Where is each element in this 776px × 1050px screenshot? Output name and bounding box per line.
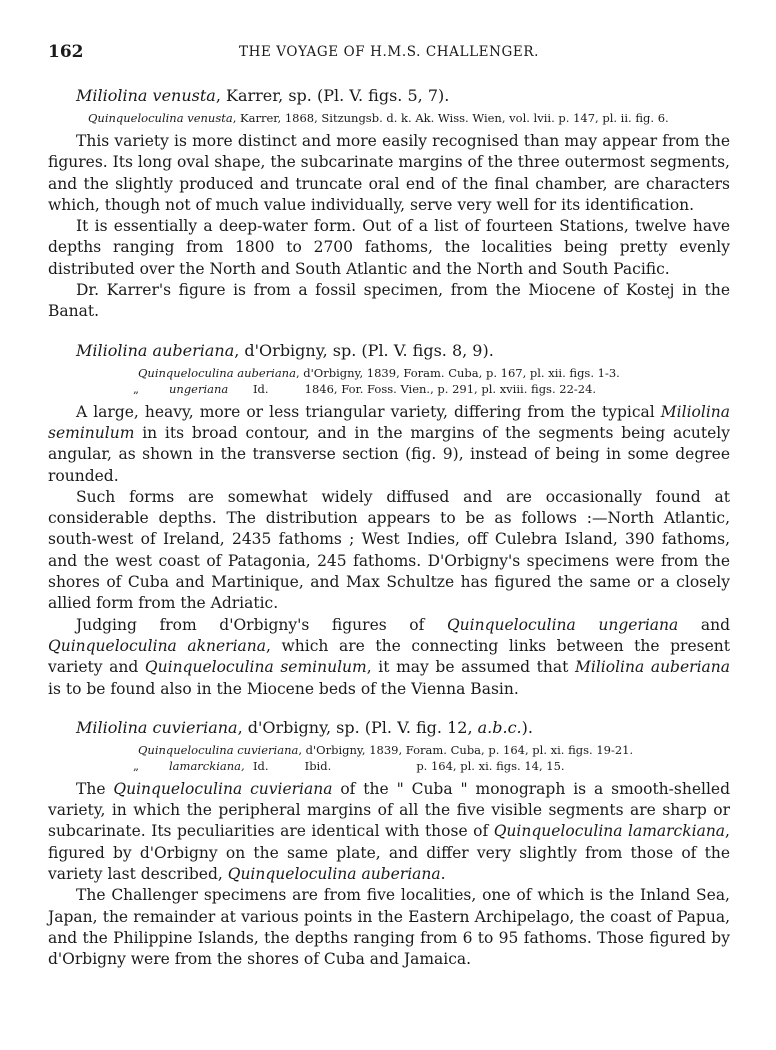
synonym-source: Ibid. xyxy=(304,758,332,773)
section-miliolina-venusta xyxy=(48,86,730,323)
synonymy-line xyxy=(88,110,730,126)
synonym-name: Quinqueloculina auberiana xyxy=(138,365,296,380)
text-run: of the " Cuba " monograph is a smooth-shelled variety, in which the peripheral margins of all the five visible segments are sharp or subcarinate. Its peculiarities are identical with those of xyxy=(48,779,731,841)
paragraph xyxy=(48,779,730,885)
species-name: Miliolina cuvieriana xyxy=(76,717,238,737)
synonym-name: lamarckiana, xyxy=(169,758,245,773)
synonymy-line xyxy=(133,381,730,397)
species-name: Miliolina venusta xyxy=(76,86,216,105)
heading-end: ). xyxy=(521,717,533,737)
synonym-name: ungeriana xyxy=(169,381,229,396)
species-name: Quinqueloculina ungeriana xyxy=(446,615,679,634)
synonym-author: Id. xyxy=(253,758,269,773)
species-name: Quinqueloculina akneriana xyxy=(48,636,266,655)
section-heading xyxy=(76,86,730,106)
species-name: Quinqueloculina seminulum xyxy=(144,658,367,677)
synonymy-line xyxy=(138,365,730,381)
text-run: , which are the connecting links between the present variety and xyxy=(48,636,730,677)
paragraph: Such forms are somewhat widely diffused and are occasionally found at considerable depths. The distribution appears to be as follows :—North Atlantic, south-west of Ireland, 2435 fathoms ; West Indies, off Culebra Island, 390 fathoms, and the west coast of Patagonia, 245 fathoms. D'Orbigny's specimens were from the shores of Cuba and Martinique, and Max Schultze has figured the same or a closely allied form from the Adriatic. xyxy=(48,487,730,613)
ditto-mark: „ xyxy=(133,381,139,396)
text-run: , it may be assumed that xyxy=(366,658,575,677)
section-miliolina-auberiana xyxy=(48,341,730,700)
text-run: The xyxy=(76,779,114,798)
synonym-pages: p. 164, pl. xi. figs. 14, 15. xyxy=(416,758,565,773)
ditto-mark: „ xyxy=(133,758,139,773)
running-title: THE VOYAGE OF H.M.S. CHALLENGER. xyxy=(238,44,540,60)
text-run: Judging from d'Orbigny's figures of xyxy=(76,615,447,634)
paragraph: It is essentially a deep-water form. Out of a list of fourteen Stations, twelve have depths ranging from 1800 to 2700 fathoms, the localities being pretty evenly distributed over the North and South Atlantic and the North and South Pacific. xyxy=(48,217,730,278)
synonym-pages: p. 291, pl. xviii. figs. 22-24. xyxy=(437,381,597,396)
text-run: , figured by d'Orbigny on the same plate, and differ very slightly from those of the variety last described, xyxy=(48,822,730,884)
text-run: . xyxy=(440,865,446,884)
species-name: Miliolina auberiana xyxy=(575,658,730,677)
text-run: A large, heavy, more or less triangular variety, differing from the typical xyxy=(76,402,661,421)
species-name: Quinqueloculina cuvieriana xyxy=(113,779,333,798)
synonym-name: Quinqueloculina cuvieriana xyxy=(138,742,299,757)
text-run: and xyxy=(678,615,731,634)
synonym-reference: , d'Orbigny, 1839, Foram. Cuba, p. 167, pl. xii. figs. 1-3. xyxy=(295,365,620,380)
synonym-reference: , d'Orbigny, 1839, Foram. Cuba, p. 164, pl. xi. figs. 19-21. xyxy=(298,742,634,757)
synonymy-line xyxy=(138,742,730,758)
synonym-name: Quinqueloculina venusta xyxy=(88,111,233,125)
species-name: Miliolina seminulum xyxy=(48,402,730,442)
section-miliolina-cuvieriana xyxy=(48,718,730,971)
section-heading xyxy=(76,718,730,738)
paragraph: This variety is more distinct and more easily recognised than may appear from the figures. Its long oval shape, the subcarinate margins of the three outermost segments, and the slightly produced and truncate oral end of the final chamber, are characters which, though not of much value individually, serve very well for its identification. xyxy=(48,132,730,214)
page-header xyxy=(48,42,730,72)
figure-letters: a.b.c. xyxy=(477,717,522,737)
species-name: Quinqueloculina auberiana xyxy=(227,865,441,884)
species-name: Miliolina auberiana xyxy=(76,340,235,360)
text-run: is to be found also in the Miocene beds of the Vienna Basin. xyxy=(48,679,519,698)
species-name: Quinqueloculina lamarckiana xyxy=(493,822,726,841)
paragraph xyxy=(48,402,730,487)
heading-citation: , Karrer, sp. (Pl. V. figs. 5, 7). xyxy=(215,86,450,105)
document-page xyxy=(48,42,730,971)
section-heading xyxy=(76,341,730,361)
page-number: 162 xyxy=(48,42,84,62)
paragraph: Dr. Karrer's figure is from a fossil specimen, from the Miocene of Kostej in the Banat. xyxy=(48,281,730,321)
synonym-source: 1846, For. Foss. Vien., xyxy=(304,381,434,396)
synonymy-line xyxy=(133,758,730,774)
heading-citation: , d'Orbigny, sp. (Pl. V. figs. 8, 9). xyxy=(234,340,494,360)
synonym-author: Id. xyxy=(253,381,269,396)
paragraph xyxy=(48,615,730,700)
heading-citation: , d'Orbigny, sp. (Pl. V. fig. 12, xyxy=(237,717,478,737)
text-run: in its broad contour, and in the margins of the segments being acutely angular, as shown in the transverse section (fig. 9), instead of being in some degree rounded. xyxy=(48,423,730,485)
paragraph: The Challenger specimens are from five localities, one of which is the Inland Sea, Japan, the remainder at various points in the Eastern Archipelago, the coast of Papua, and the Philippine Islands, the depths ranging from 6 to 95 fathoms. Those figured by d'Orbigny were from the shores of Cuba and Jamaica. xyxy=(48,886,730,969)
synonym-reference: , Karrer, 1868, Sitzungsb. d. k. Ak. Wiss. Wien, vol. lvii. p. 147, pl. ii. fig. 6. xyxy=(232,111,669,125)
